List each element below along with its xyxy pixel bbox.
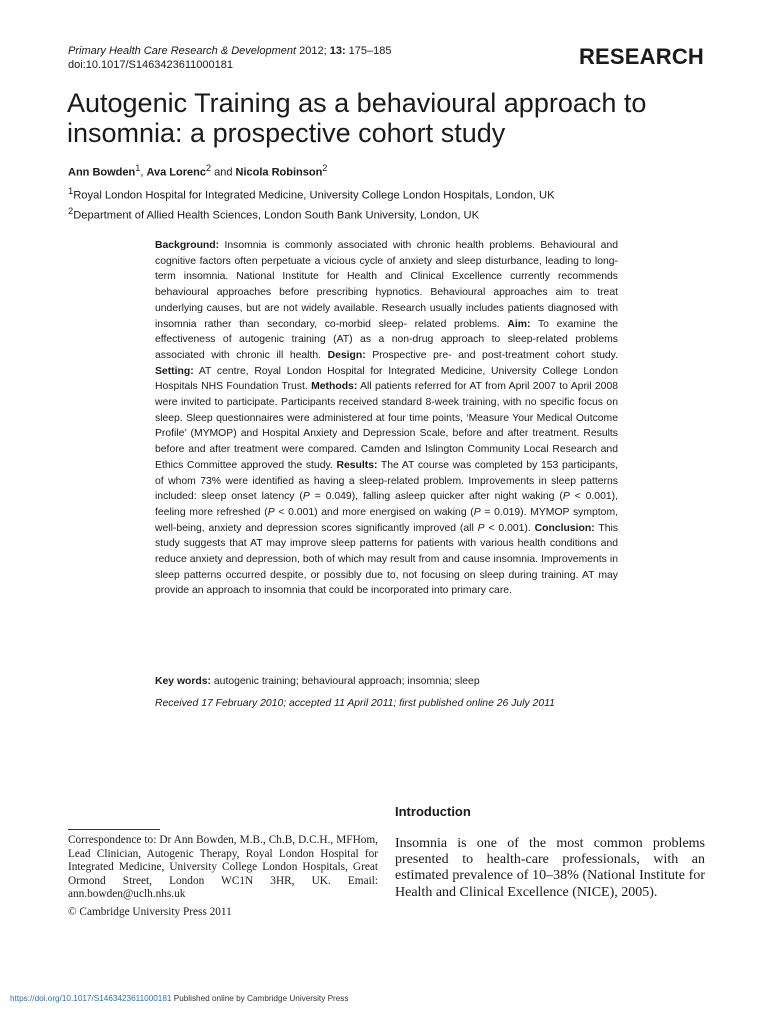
results-text: = 0.019). MYMOP symptom, well-being, anxiety and depression scores significantly improved (all bbox=[155, 506, 618, 534]
author-superscript: 2 bbox=[322, 163, 328, 173]
abstract-label-methods: Methods: bbox=[311, 381, 358, 393]
p-symbol: P bbox=[477, 522, 485, 534]
section-label: RESEARCH bbox=[578, 44, 704, 69]
journal-doi: doi:10.1017/S1463423611000181 bbox=[68, 59, 233, 71]
abstract-design: Prospective pre- and post-treatment cohort study. bbox=[372, 349, 618, 361]
doi-link[interactable]: https://doi.org/10.1017/S1463423611000181 bbox=[10, 994, 172, 1003]
footnote-divider bbox=[68, 829, 160, 830]
affiliation bbox=[68, 204, 555, 224]
abstract-label-aim: Aim: bbox=[507, 318, 531, 330]
journal-citation bbox=[68, 44, 392, 72]
author-superscript: 1 bbox=[135, 163, 141, 173]
author-name: Ann Bowden bbox=[68, 166, 136, 179]
introduction-paragraph: Insomnia is one of the most common problems presented to health-care professionals, with an estimated prevalence of 10–38% (National Institute for Health and Clinical Excellence (NICE), 2005). bbox=[395, 836, 705, 900]
results-text: < 0.001), feeling more refreshed ( bbox=[155, 491, 618, 518]
journal-name: Primary Health Care Research & Development bbox=[68, 45, 297, 57]
results-text: The AT course was completed by 153 participants, of whom 73% were identified as having a sleep-related problem. Improvements in sleep patterns included: sleep onset latency ( bbox=[155, 459, 618, 503]
affiliation-text: Royal London Hospital for Integrated Medicine, University College London Hospitals, London, UK bbox=[73, 189, 555, 202]
abstract-label-results: Results: bbox=[336, 459, 378, 471]
received-dates: Received 17 February 2010; accepted 11 April 2011; first published online 26 July 2011 bbox=[155, 698, 555, 709]
author-name: Nicola Robinson bbox=[235, 166, 323, 179]
keywords-label: Key words: bbox=[155, 676, 212, 687]
results-text: = 0.049), falling asleep quicker after night waking ( bbox=[309, 491, 563, 503]
affiliation-superscript: 1 bbox=[68, 186, 74, 196]
p-symbol: P bbox=[302, 491, 310, 503]
keywords bbox=[155, 676, 480, 687]
keywords-text: autogenic training; behavioural approach; insomnia; sleep bbox=[213, 676, 480, 687]
abstract-methods: All patients referred for AT from April 2007 to April 2008 were invited to participate. Participants received standard 8-week training, with no specific focus on sleep. Sleep questionnaires were administered at four time points, ‘Measure Your Medical Outcome Profile’ (MYMOP) and Hospital Anxiety and Depression Scale, before and after treatment. Results before and after treatment were compared. Camden and Islington Community Local Research and Ethics Committee approved the study. bbox=[155, 381, 618, 471]
author-separator: and bbox=[211, 166, 236, 179]
author-separator: , bbox=[140, 166, 147, 179]
journal-year: 2012; bbox=[299, 45, 327, 57]
journal-pages: 175–185 bbox=[348, 45, 392, 57]
affiliation-superscript: 2 bbox=[68, 205, 74, 216]
affiliations bbox=[68, 184, 555, 223]
results-text: < 0.001). bbox=[484, 522, 531, 534]
abstract bbox=[155, 238, 618, 599]
affiliation bbox=[68, 184, 555, 204]
author-list bbox=[68, 163, 327, 179]
abstract-label-background: Background: bbox=[155, 240, 220, 251]
abstract-background: Insomnia is commonly associated with chronic health problems. Behavioural and cognitive factors often perpetuate a vicious cycle of anxiety and sleep disturbance, leading to long-term insomnia. National Institute for Health and Clinical Excellence currently recommends behavioural approaches before prescribing hypnotics. Behavioural approaches aim to treat underlying causes, but are not widely available. Research usually includes patients diagnosed with insomnia rather than secondary, co-morbid sleep- related problems. bbox=[155, 240, 618, 330]
correspondence-note: Correspondence to: Dr Ann Bowden, M.B., Ch.B, D.C.H., MFHom, Lead Clinician, Autogenic Therapy, Royal London Hospital for Integrated Medicine, University College London Hospitals, Great Ormond Street, London WC1N 3HR, UK. Email: ann.bowden@uclh.nhs.uk bbox=[68, 834, 378, 901]
copyright-notice: © Cambridge University Press 2011 bbox=[68, 906, 232, 918]
section-heading-introduction: Introduction bbox=[395, 804, 471, 819]
affiliation-text: Department of Allied Health Sciences, London South Bank University, London, UK bbox=[73, 209, 480, 222]
journal-volume: 13: bbox=[329, 45, 346, 57]
footer-text: Published online by Cambridge University Press bbox=[171, 994, 349, 1003]
results-text: < 0.001) and more energised on waking ( bbox=[274, 506, 474, 518]
author-name: Ava Lorenc bbox=[146, 166, 206, 179]
abstract-label-design: Design: bbox=[327, 349, 366, 361]
article-title: Autogenic Training as a behavioural approach to insomnia: a prospective cohort study bbox=[67, 88, 647, 148]
author-superscript: 2 bbox=[205, 163, 212, 173]
abstract-conclusion: This study suggests that AT may improve sleep patterns for patients with various health conditions and reduce anxiety and depression, both of which may result from and cause insomnia. Improvements in sleep patterns occurred despite, or possibly due to, not focusing on sleep during training. AT may provide an approach to insomnia that could be incorporated into primary care. bbox=[155, 522, 618, 597]
abstract-label-setting: Setting: bbox=[155, 365, 194, 377]
p-symbol: P bbox=[562, 491, 570, 503]
abstract-aim: To examine the effectiveness of autogenic training (AT) as a non-drug approach to sleep-related problems associated with chronic ill health. bbox=[155, 318, 619, 361]
page-footer bbox=[10, 994, 349, 1003]
abstract-setting: AT centre, Royal London Hospital for Integrated Medicine, University College London Hospitals NHS Foundation Trust. bbox=[155, 365, 618, 393]
p-symbol: P bbox=[473, 506, 481, 518]
p-symbol: P bbox=[267, 506, 275, 518]
abstract-label-conclusion: Conclusion: bbox=[534, 522, 595, 534]
